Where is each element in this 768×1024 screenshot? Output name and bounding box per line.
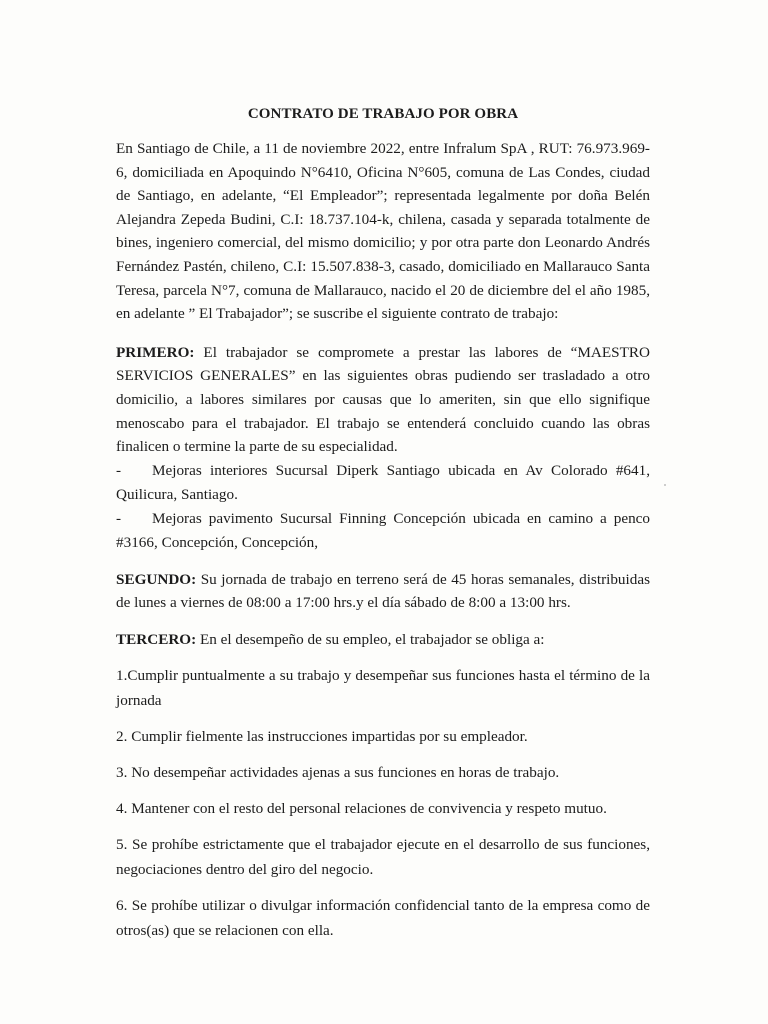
clause-primero [116,341,650,459]
clause-primero-text: El trabajador se compromete a prestar las labores de “MAESTRO SERVICIOS GENERALES” en las siguientes obras pudiendo ser trasladado a otro domicilio, a labores similares por causas que lo ameriten, sin que ello signifique menoscabo para el trabajador. El trabajo se entenderá concluido cuando las obras finalicen o termine la parte de su especialidad. [116,343,650,456]
clause-tercero [116,628,650,652]
clause-tercero-text: En el desempeño de su empleo, el trabajador se obliga a: [196,630,545,648]
clause-segundo [116,568,650,615]
obligation-item-2: 2. Cumplir fielmente las instrucciones impartidas por su empleador. [116,727,528,745]
clause-tercero-heading: TERCERO: [116,630,197,648]
bullet-dash: - [116,461,122,479]
clause-primero-heading: PRIMERO: [116,343,195,361]
bullet-text: Mejoras interiores Sucursal Diperk Santiago ubicada en Av Colorado #641, Quilicura, Santiago. [116,461,650,503]
obligation-item-1: 1.Cumplir puntualmente a su trabajo y desempeñar sus funciones hasta el término de la jornada [116,666,650,709]
clause-segundo-heading: SEGUNDO: [116,570,197,588]
clause-segundo-text: Su jornada de trabajo en terreno será de 45 horas semanales, distribuidas de lunes a viernes de 08:00 a 17:00 hrs.y el día sábado de 8:00 a 13:00 hrs. [116,570,650,612]
contract-body [116,106,650,943]
obligation-item-3: 3. No desempeñar actividades ajenas a sus funciones en horas de trabajo. [116,763,560,781]
bullet-text: Mejoras pavimento Sucursal Finning Concepción ubicada en camino a penco #3166, Concepción, Concepción, [116,509,650,551]
obligation-item-4: 4. Mantener con el resto del personal relaciones de convivencia y respeto mutuo. [116,799,607,817]
list-item [116,507,650,555]
list-item [116,459,650,507]
intro-paragraph: En Santiago de Chile, a 11 de noviembre 2022, entre Infralum SpA , RUT: 76.973.969-6, domiciliada en Apoquindo N°6410, Oficina N°605, comuna de Las Condes, ciudad de Santiago, en adelante, “El Empleador”; representada legalmente por doña Belén Alejandra Zepeda Budini, C.I: 18.737.104-k, chilena, casada y separada totalmente de bines, ingeniero comercial, del mismo domicilio; y por otra parte don Leonardo Andrés Fernández Pastén, chileno, C.I: 15.507.838-3, casado, domiciliado en Mallarauco Santa Teresa, parcela N°7, comuna de Mallarauco, nacido el 20 de diciembre del el año 1985, en adelante ” El Trabajador”; se suscribe el siguiente contrato de trabajo: [116,140,650,323]
bullet-dash: - [116,509,122,527]
scan-speck [664,484,666,486]
document-title: CONTRATO DE TRABAJO POR OBRA [247,106,519,122]
obligation-item-5: 5. Se prohíbe estrictamente que el trabajador ejecute en el desarrollo de sus funciones, negociaciones dentro del giro del negocio. [116,835,650,878]
obligation-item-6: 6. Se prohíbe utilizar o divulgar información confidencial tanto de la empresa como de otros(as) que se relacionen con ella. [116,896,650,939]
